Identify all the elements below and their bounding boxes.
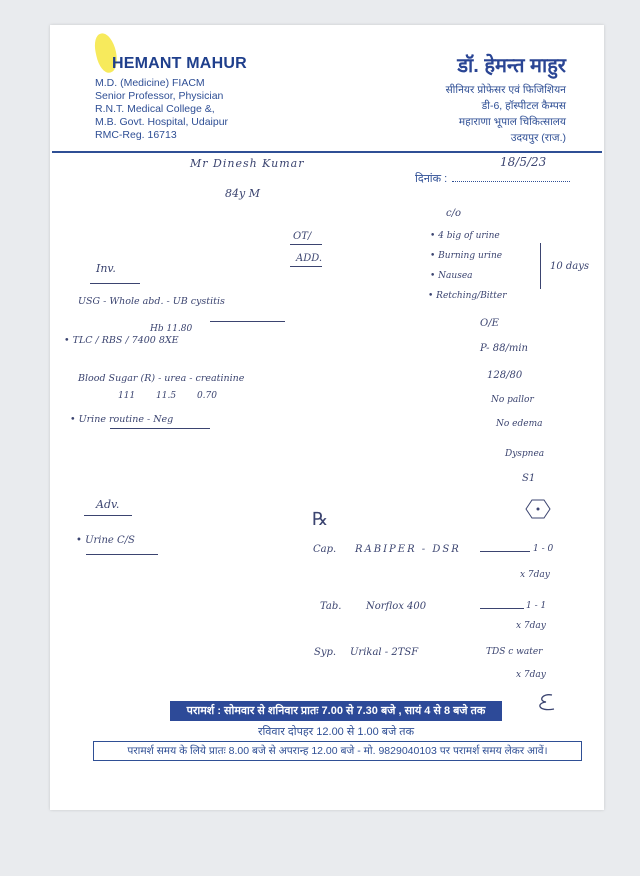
rx-prefix: Tab. xyxy=(320,601,342,612)
credential-line: Senior Professor, Physician xyxy=(95,90,224,102)
investigation-line: Hb 11.80 xyxy=(150,324,193,334)
dose-dash xyxy=(480,551,530,552)
rx-duration: x 7day xyxy=(516,621,546,631)
date-field-line xyxy=(452,181,570,182)
credential-line: R.N.T. Medical College &, xyxy=(95,103,215,115)
rx-drug-name: Urikal - 2TSF xyxy=(350,647,419,658)
rx-drug-name: RABIPER - DSR xyxy=(355,544,461,555)
hindi-address-line: डी-6, हॉस्पीटल कैम्पस xyxy=(481,100,566,112)
patient-name: Mr Dinesh Kumar xyxy=(190,157,305,170)
complaint-duration: 10 days xyxy=(550,261,590,272)
exam-line: No pallor xyxy=(491,395,534,405)
investigation-line: Blood Sugar (R) - urea - creatinine xyxy=(78,373,245,384)
header-divider xyxy=(52,151,602,153)
status-underline xyxy=(290,244,322,245)
rx-duration: x 7day xyxy=(516,670,546,680)
hexagon-sketch xyxy=(520,497,556,521)
credential-line: RMC-Reg. 16713 xyxy=(95,129,177,141)
finding-underline xyxy=(210,321,285,322)
investigations-heading: Inv. xyxy=(96,262,116,275)
rx-prefix: Syp. xyxy=(314,647,337,658)
date-label: दिनांक : xyxy=(415,173,448,185)
complaints-heading: c/o xyxy=(446,208,461,219)
exam-line: P- 88/min xyxy=(480,343,528,354)
doctor-name-english: HEMANT MAHUR xyxy=(112,55,247,72)
dose-dash xyxy=(480,608,524,609)
credential-line: M.B. Govt. Hospital, Udaipur xyxy=(95,116,229,128)
complaint-line: • Burning urine xyxy=(430,251,503,261)
investigation-line: 111 11.5 0.70 xyxy=(118,391,217,401)
complaint-line: • Nausea xyxy=(430,271,473,281)
exam-heading: O/E xyxy=(480,318,499,329)
doctor-name-hindi: डॉ. हेमन्त माहुर xyxy=(457,55,566,77)
rx-prefix: Cap. xyxy=(313,544,337,555)
signature xyxy=(532,689,562,715)
heading-underline xyxy=(84,515,132,516)
rx-dose: TDS c water xyxy=(486,647,543,657)
credential-line: M.D. (Medicine) FIACM xyxy=(95,77,205,89)
investigation-line: • TLC / RBS / 7400 8XE xyxy=(64,335,179,346)
advice-heading: Adv. xyxy=(96,498,120,511)
rx-duration: x 7day xyxy=(520,570,550,580)
patient-age-sex: 84y M xyxy=(225,187,260,200)
status-add: ADD. xyxy=(296,253,323,264)
rx-symbol: ℞ xyxy=(312,509,329,530)
exam-line: Dyspnea xyxy=(505,449,545,459)
status-underline xyxy=(290,266,322,267)
complaint-bracket xyxy=(540,243,541,289)
advice-line: • Urine C/S xyxy=(76,535,135,546)
exam-line: No edema xyxy=(496,419,543,429)
exam-line: S1 xyxy=(522,473,536,484)
exam-line: 128/80 xyxy=(487,370,523,381)
sunday-hours: रविवार दोपहर 12.00 से 1.00 बजे तक xyxy=(257,726,415,738)
rx-dose: 1 - 1 xyxy=(526,601,547,611)
investigation-line: USG - Whole abd. - UB cystitis xyxy=(78,296,225,307)
hindi-address-line: महाराणा भूपाल चिकित्सालय xyxy=(458,116,566,128)
advice-underline xyxy=(86,554,158,555)
heading-underline xyxy=(90,283,140,284)
prescription-sheet xyxy=(50,25,604,810)
hindi-address-line: उदयपुर (राज.) xyxy=(510,132,566,144)
rx-dose: 1 - 0 xyxy=(533,544,554,554)
finding-underline xyxy=(110,428,210,429)
complaint-line: • Retching/Bitter xyxy=(428,291,507,301)
date-value: 18/5/23 xyxy=(500,155,547,169)
consultation-hours-banner: परामर्श : सोमवार से शनिवार प्रातः 7.00 से 7.30 बजे , सायं 4 से 8 बजे तक xyxy=(170,701,502,721)
appointment-info-box: परामर्श समय के लिये प्रातः 8.00 बजे से अपरान्ह 12.00 बजे - मो. 9829040103 पर परामर्श समय लेकर आवें। xyxy=(93,741,582,761)
status-ot: OT/ xyxy=(293,231,312,242)
rx-drug-name: Norflox 400 xyxy=(366,601,427,612)
complaint-line: • 4 big of urine xyxy=(430,231,500,241)
investigation-line: • Urine routine - Neg xyxy=(70,414,174,425)
hindi-address-line: सीनियर प्रोफेसर एवं फिजिशियन xyxy=(445,84,566,96)
